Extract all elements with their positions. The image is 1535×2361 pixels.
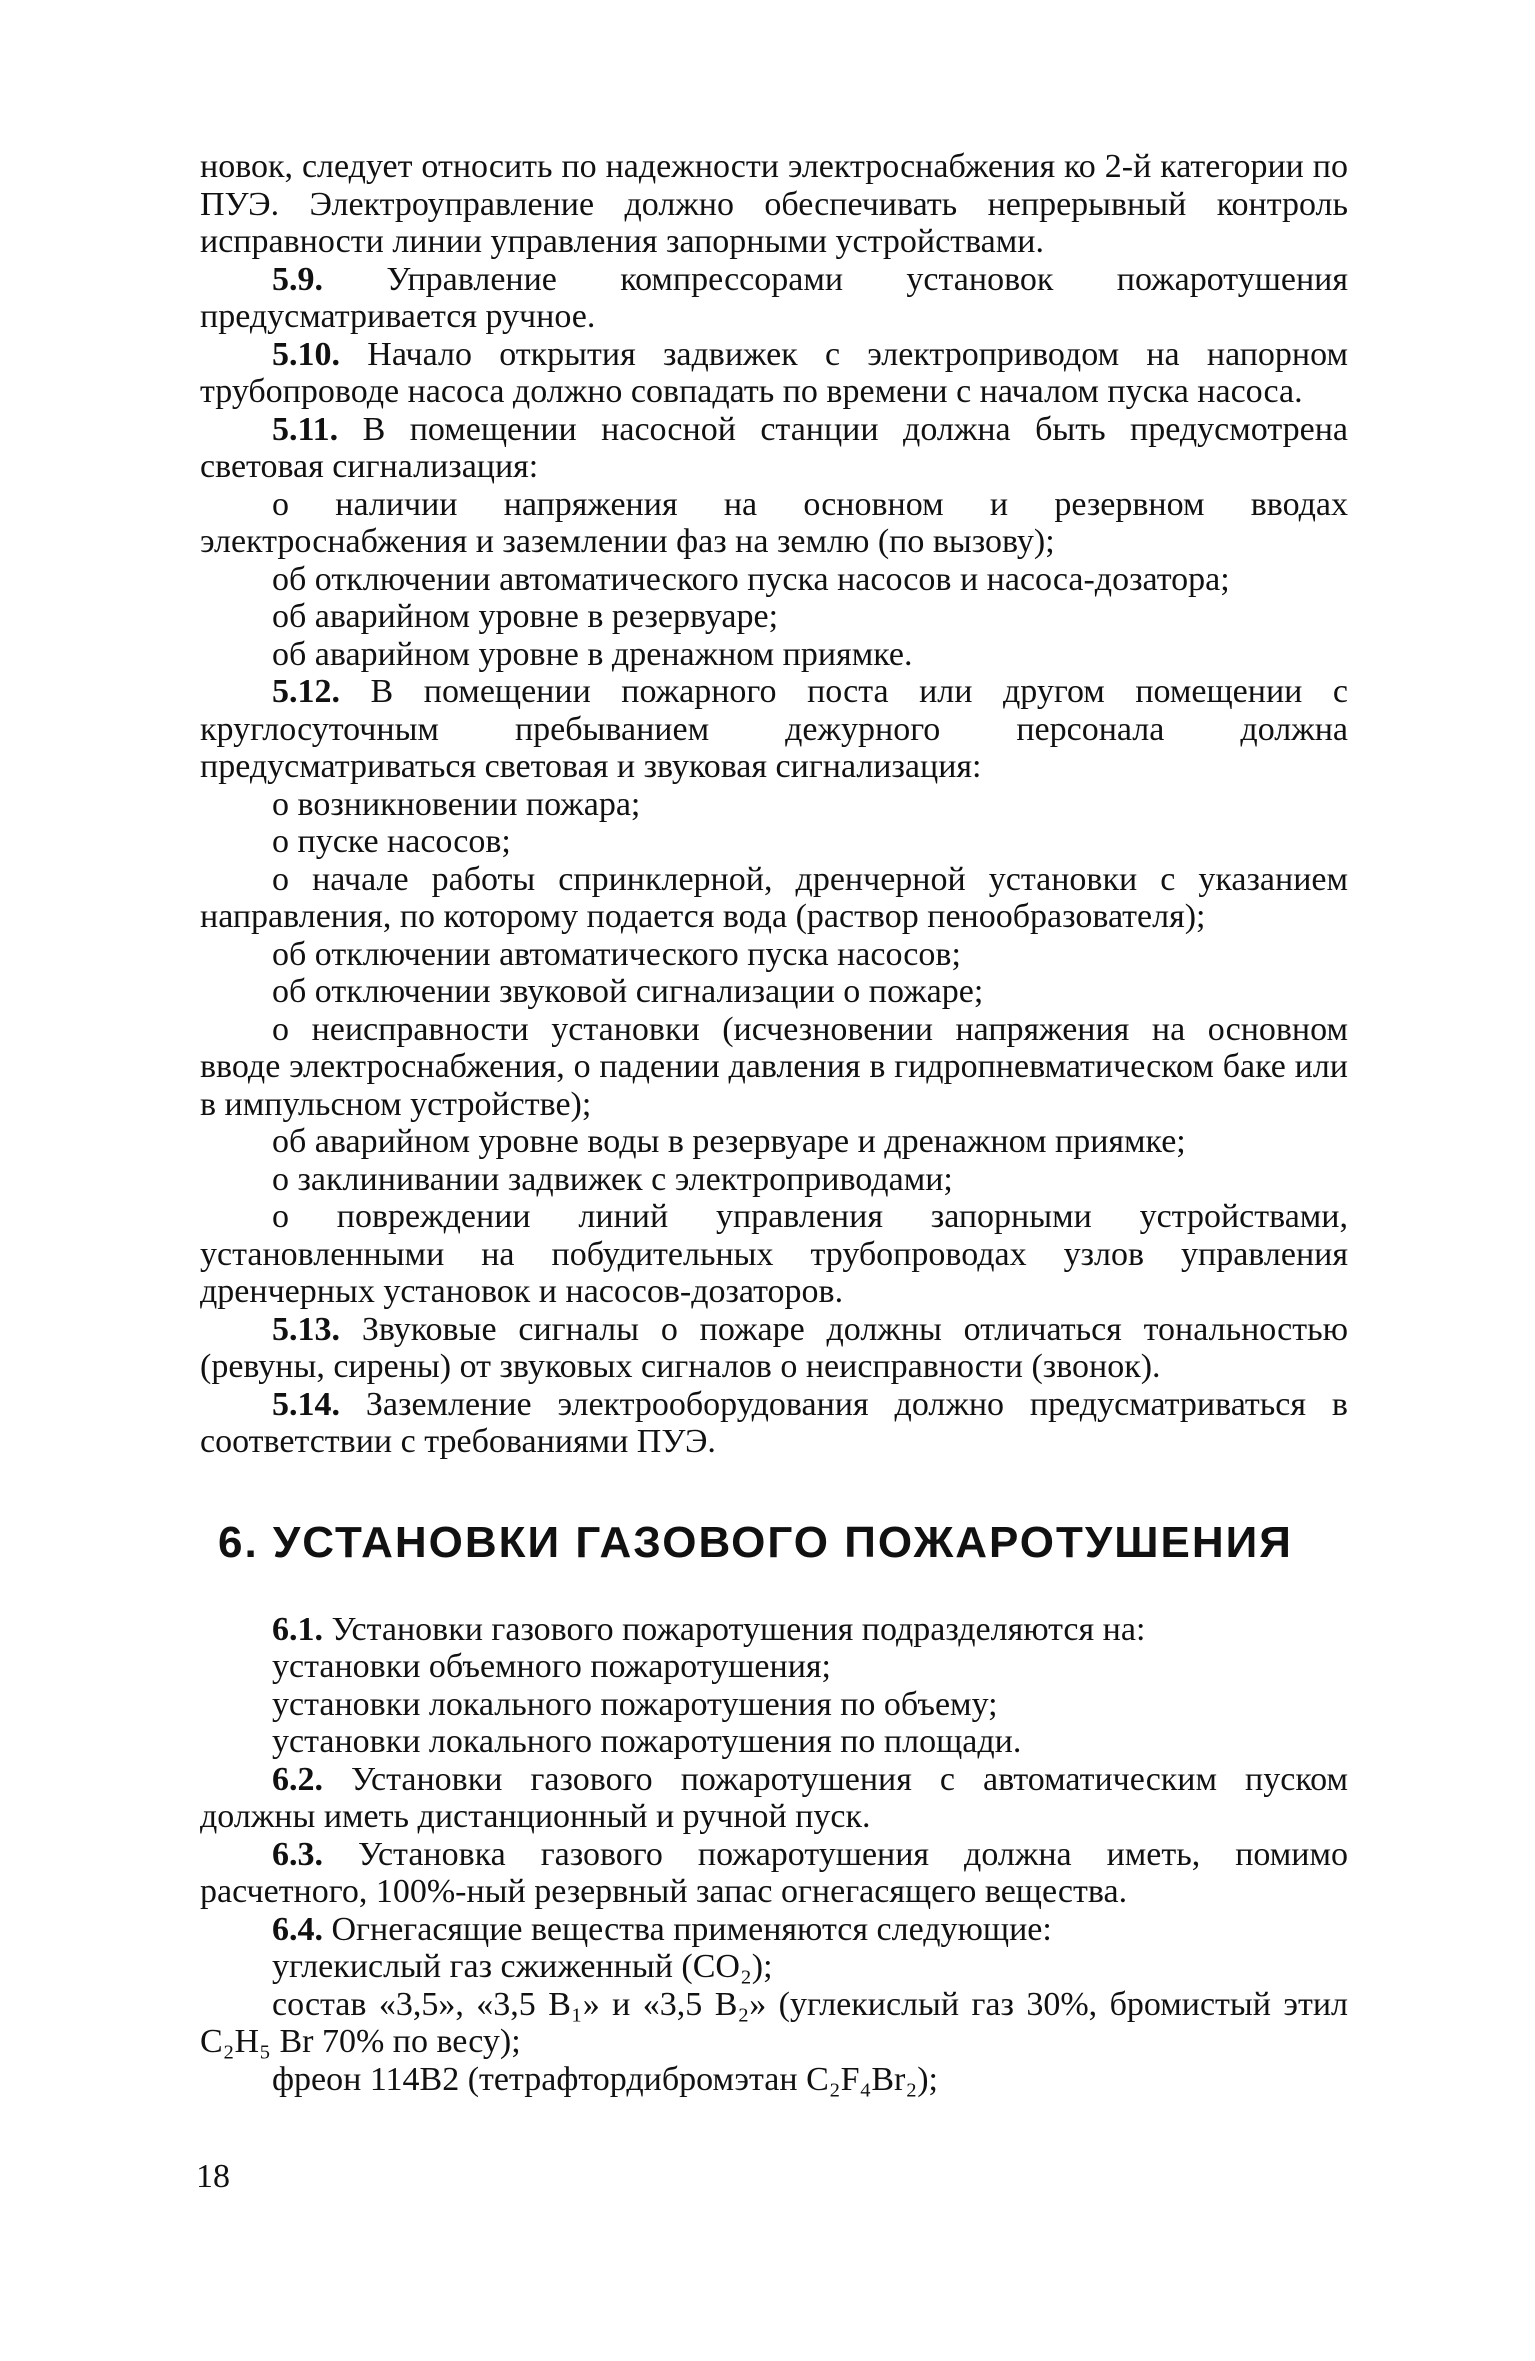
list-item: об аварийном уровне воды в резервуаре и дренажном приямке; — [272, 1123, 1186, 1160]
paragraph-6-2 — [200, 1761, 1348, 1836]
clause-number: 5.12. — [272, 673, 340, 710]
clause-text: Установка газового пожаротушения должна иметь, помимо расчетного, 100%-ный резервный запас огнегасящего вещества. — [200, 1835, 1348, 1910]
paragraph-5-12 — [200, 673, 1348, 786]
paragraph-5-10 — [200, 336, 1348, 411]
clause-text: Начало открытия задвижек с электроприводом на напорном трубопроводе насоса должно совпадать по времени с началом пуска насоса. — [200, 335, 1348, 410]
list-item: о возникновении пожара; — [272, 785, 641, 823]
document-page — [200, 148, 1348, 2098]
page-number: 18 — [196, 2158, 230, 2195]
list-item: об отключении автоматического пуска насосов и насоса-дозатора; — [272, 560, 1230, 598]
paragraph-6-4 — [200, 1911, 1348, 1949]
clause-number: 5.10. — [272, 335, 340, 373]
list-item: установки локального пожаротушения по площади. — [272, 1723, 1022, 1760]
list-item: об аварийном уровне в дренажном приямке. — [272, 635, 913, 673]
list-item: о наличии напряжения на основном и резервном вводах электроснабжения и заземлении фаз на землю (по вызову); — [200, 485, 1348, 560]
paragraph-6-3 — [200, 1836, 1348, 1911]
clause-text: Заземление электрооборудования должно предусматриваться в соответствии с требованиями ПУЭ. — [200, 1385, 1348, 1460]
list-item: об отключении автоматического пуска насосов; — [272, 935, 961, 973]
paragraph-5-9 — [200, 261, 1348, 336]
list-item: состав «3,5», «3,5 B₁» и «3,5 B₂» (углекислый газ 30%, бромистый этил C₂H₅ Br 70% по весу); — [200, 1985, 1348, 2060]
clause-number: 5.14. — [272, 1385, 340, 1423]
clause-number: 5.13. — [272, 1310, 340, 1348]
clause-number: 6.1. — [272, 1610, 323, 1648]
paragraph-5-13 — [200, 1311, 1348, 1386]
list-item: фреон 114B2 (тетрафтордибромэтан C₂F₄Br₂); — [272, 2060, 939, 2098]
list-item: о неисправности установки (исчезновении напряжения на основном вводе электроснабжения, о падении давления в гидропневматическом баке или в импульсном устройстве); — [200, 1010, 1348, 1123]
list-item: об отключении звуковой сигнализации о пожаре; — [272, 973, 984, 1010]
list-item: о пуске насосов; — [272, 823, 511, 860]
section-heading: 6. УСТАНОВКИ ГАЗОВОГО ПОЖАРОТУШЕНИЯ — [218, 1517, 1293, 1567]
list-item: о начале работы спринклерной, дренчерной установки с указанием направления, по которому подается вода (раствор пенообразователя); — [200, 860, 1348, 935]
paragraph-5-11 — [200, 411, 1348, 486]
clause-text: Огнегасящие вещества применяются следующие: — [323, 1910, 1052, 1948]
clause-text: Установки газового пожаротушения подразделяются на: — [323, 1610, 1146, 1648]
list-item: установки объемного пожаротушения; — [272, 1648, 831, 1685]
paragraph-5-14 — [200, 1386, 1348, 1461]
list-item: углекислый газ сжиженный (CO₂); — [272, 1948, 773, 1985]
list-item: о повреждении линий управления запорными устройствами, установленными на побудительных трубопроводах узлов управления дренчерных установок и насосов-дозаторов. — [200, 1198, 1348, 1310]
list-item: о заклинивании задвижек с электроприводами; — [272, 1160, 953, 1198]
clause-number: 6.2. — [272, 1760, 323, 1798]
clause-number: 5.11. — [272, 410, 339, 448]
clause-text: Звуковые сигналы о пожаре должны отличаться тональностью (ревуны, сирены) от звуковых сигналов о неисправности (звонок). — [200, 1310, 1348, 1385]
paragraph-6-1 — [200, 1611, 1348, 1649]
list-item: установки локального пожаротушения по объему; — [272, 1685, 998, 1723]
paragraph-5-8-continued: новок, следует относить по надежности электроснабжения ко 2-й категории по ПУЭ. Электроуправление должно обеспечивать непрерывный контроль исправности линии управления запорными устройствами. — [200, 148, 1348, 260]
list-item: об аварийном уровне в резервуаре; — [272, 598, 779, 635]
clause-number: 6.4. — [272, 1910, 323, 1948]
clause-text: Управление компрессорами установок пожаротушения предусматривается ручное. — [200, 260, 1348, 335]
clause-text: Установки газового пожаротушения с автоматическим пуском должны иметь дистанционный и ручной пуск. — [200, 1760, 1348, 1835]
clause-text: В помещении насосной станции должна быть предусмотрена световая сигнализация: — [200, 410, 1348, 485]
clause-number: 6.3. — [272, 1835, 323, 1873]
clause-text: В помещении пожарного поста или другом помещении с круглосуточным пребыванием дежурного персонала должна предусматриваться световая и звуковая сигнализация: — [200, 673, 1348, 785]
clause-number: 5.9. — [272, 260, 323, 298]
